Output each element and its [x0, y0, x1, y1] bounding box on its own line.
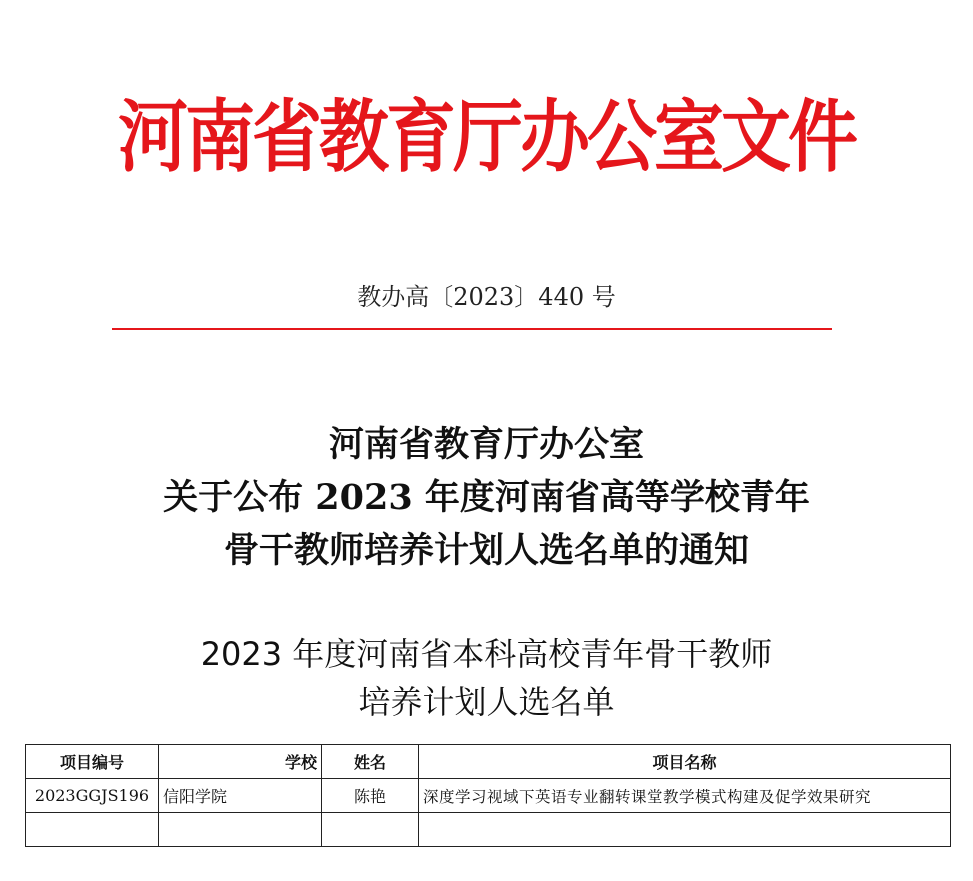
document-masthead: 河南省教育厅办公室文件 — [118, 89, 855, 183]
table-header-row — [26, 745, 951, 779]
cell-project-number: 2023GGJS196 — [26, 779, 159, 813]
cell-empty — [26, 813, 159, 847]
candidate-table — [25, 744, 951, 847]
cell-school: 信阳学院 — [159, 779, 322, 813]
list-title — [0, 630, 973, 726]
header-project-name: 项目名称 — [419, 745, 951, 779]
table-row — [26, 779, 951, 813]
document-number: 教办高〔2023〕440 号 — [357, 283, 616, 311]
notice-title-line-1: 河南省教育厅办公室 — [328, 424, 644, 465]
red-divider-line — [112, 328, 832, 330]
cell-empty — [419, 813, 951, 847]
cell-empty — [159, 813, 322, 847]
list-title-line-2: 培养计划人选名单 — [358, 683, 615, 721]
notice-title-line-2: 关于公布 2023 年度河南省高等学校青年 — [163, 477, 810, 518]
cell-project-name: 深度学习视域下英语专业翻转课堂教学模式构建及促学效果研究 — [419, 779, 951, 813]
cell-empty — [322, 813, 419, 847]
notice-title — [0, 418, 973, 577]
notice-title-line-3: 骨干教师培养计划人选名单的通知 — [223, 530, 749, 571]
candidate-table-container — [25, 744, 951, 881]
table-row-partial — [26, 813, 951, 847]
cell-name: 陈艳 — [322, 779, 419, 813]
list-title-line-1: 2023 年度河南省本科高校青年骨干教师 — [200, 635, 773, 673]
header-name: 姓名 — [322, 745, 419, 779]
header-school: 学校 — [159, 745, 322, 779]
header-project-number: 项目编号 — [26, 745, 159, 779]
